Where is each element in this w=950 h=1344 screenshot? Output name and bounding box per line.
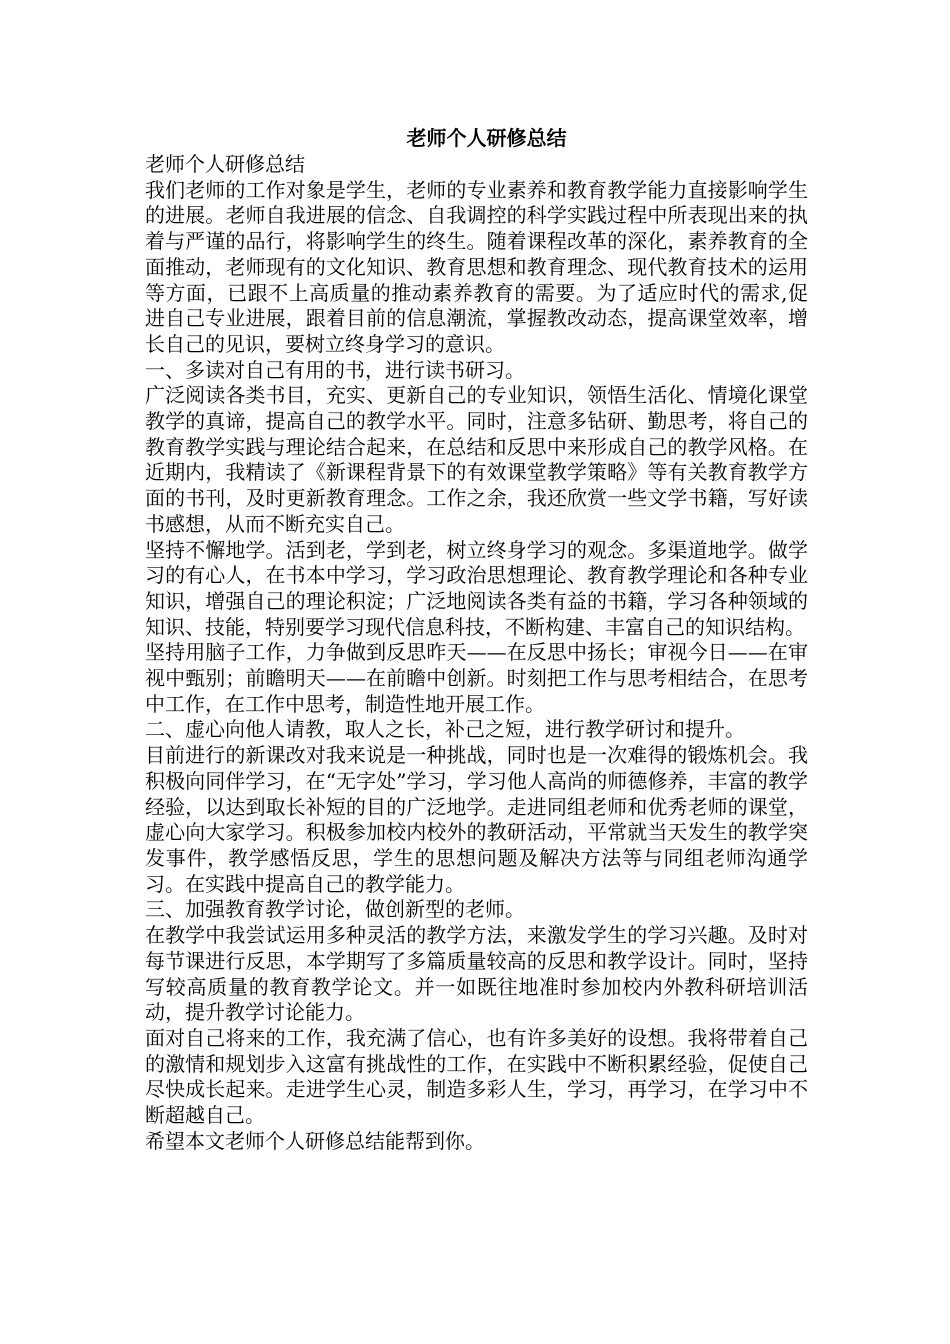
document-page — [145, 124, 808, 1154]
document-title: 老师个人研修总结 — [406, 126, 567, 150]
paragraph-teaching-methods: 在教学中我尝试运用多种灵活的教学方法，来激发学生的学习兴趣。及时对每节课进行反思，本学期写了多篇质量较高的反思和教学设计。同时，坚持写较高质量的教育教学论文。并一如既往地准时参加校内外教科研培训活动，提升教学讨论能力。 — [145, 923, 808, 1025]
section-heading-3: 三、加强教育教学讨论，做创新型的老师。 — [145, 897, 525, 922]
section-heading-1: 一、多读对自己有用的书，进行读书研习。 — [145, 357, 525, 382]
section-heading-2: 二、虚心向他人请教，取人之长，补己之短，进行教学研讨和提升。 — [145, 717, 745, 742]
paragraph-future: 面对自己将来的工作，我充满了信心，也有许多美好的设想。我将带着自己的激情和规划步入这富有挑战性的工作，在实践中不断积累经验，促使自己尽快成长起来。走进学生心灵，制造多彩人生，学习，再学习，在学习中不断超越自己。 — [145, 1025, 808, 1128]
paragraph-lifelong-learning: 坚持不懈地学。活到老，学到老，树立终身学习的观念。多渠道地学。做学习的有心人，在书本中学习，学习政治思想理论、教育教学理论和各种专业知识，增强自己的理论积淀；广泛地阅读各类有益的书籍，学习各种领域的知识、技能，特别要学习现代信息科技，不断构建、丰富自己的知识结构。 — [145, 537, 808, 639]
paragraph-peer-learning: 目前进行的新课改对我来说是一种挑战，同时也是一次难得的锻炼机会。我积极向同伴学习，在“无字处”学习，学习他人高尚的师德修养，丰富的教学经验，以达到取长补短的目的广泛地学。走进同组老师和优秀老师的课堂，虚心向大家学习。积极参加校内校外的教研活动，平常就当天发生的教学突发事件，教学感悟反思，学生的思想问题及解决方法等与同组老师沟通学习。在实践中提高自己的教学能力。 — [145, 743, 808, 896]
paragraph-closing: 希望本文老师个人研修总结能帮到你。 — [145, 1128, 485, 1153]
paragraph-subtitle: 老师个人研修总结 — [145, 152, 305, 176]
paragraph-reflection: 坚持用脑子工作，力争做到反思昨天——在反思中扬长；审视今日——在审视中甄别；前瞻明天——在前瞻中创新。时刻把工作与思考相结合，在思考中工作，在工作中思考，制造性地开展工作。 — [145, 640, 808, 716]
paragraph-intro: 我们老师的工作对象是学生，老师的专业素养和教育教学能力直接影响学生的进展。老师自我进展的信念、自我调控的科学实践过程中所表现出来的执着与严谨的品行，将影响学生的终生。随着课程改革的深化，素养教育的全面推动，老师现有的文化知识、教育思想和教育理念、现代教育技术的运用等方面，已跟不上高质量的推动素养教育的需要。为了适应时代的需求,促进自己专业进展，跟着目前的信息潮流，掌握教改动态，提高课堂效率，增长自己的见识，要树立终身学习的意识。 — [145, 177, 808, 356]
paragraph-reading: 广泛阅读各类书目，充实、更新自己的专业知识，领悟生活化、情境化课堂教学的真谛，提高自己的教学水平。同时，注意多钻研、勤思考，将自己的教育教学实践与理论结合起来，在总结和反思中来形成自己的教学风格。在近期内，我精读了《新课程背景下的有效课堂教学策略》等有关教育教学方面的书刊，及时更新教育理念。工作之余，我还欣赏一些文学书籍，写好读书感想，从而不断充实自己。 — [145, 383, 808, 536]
